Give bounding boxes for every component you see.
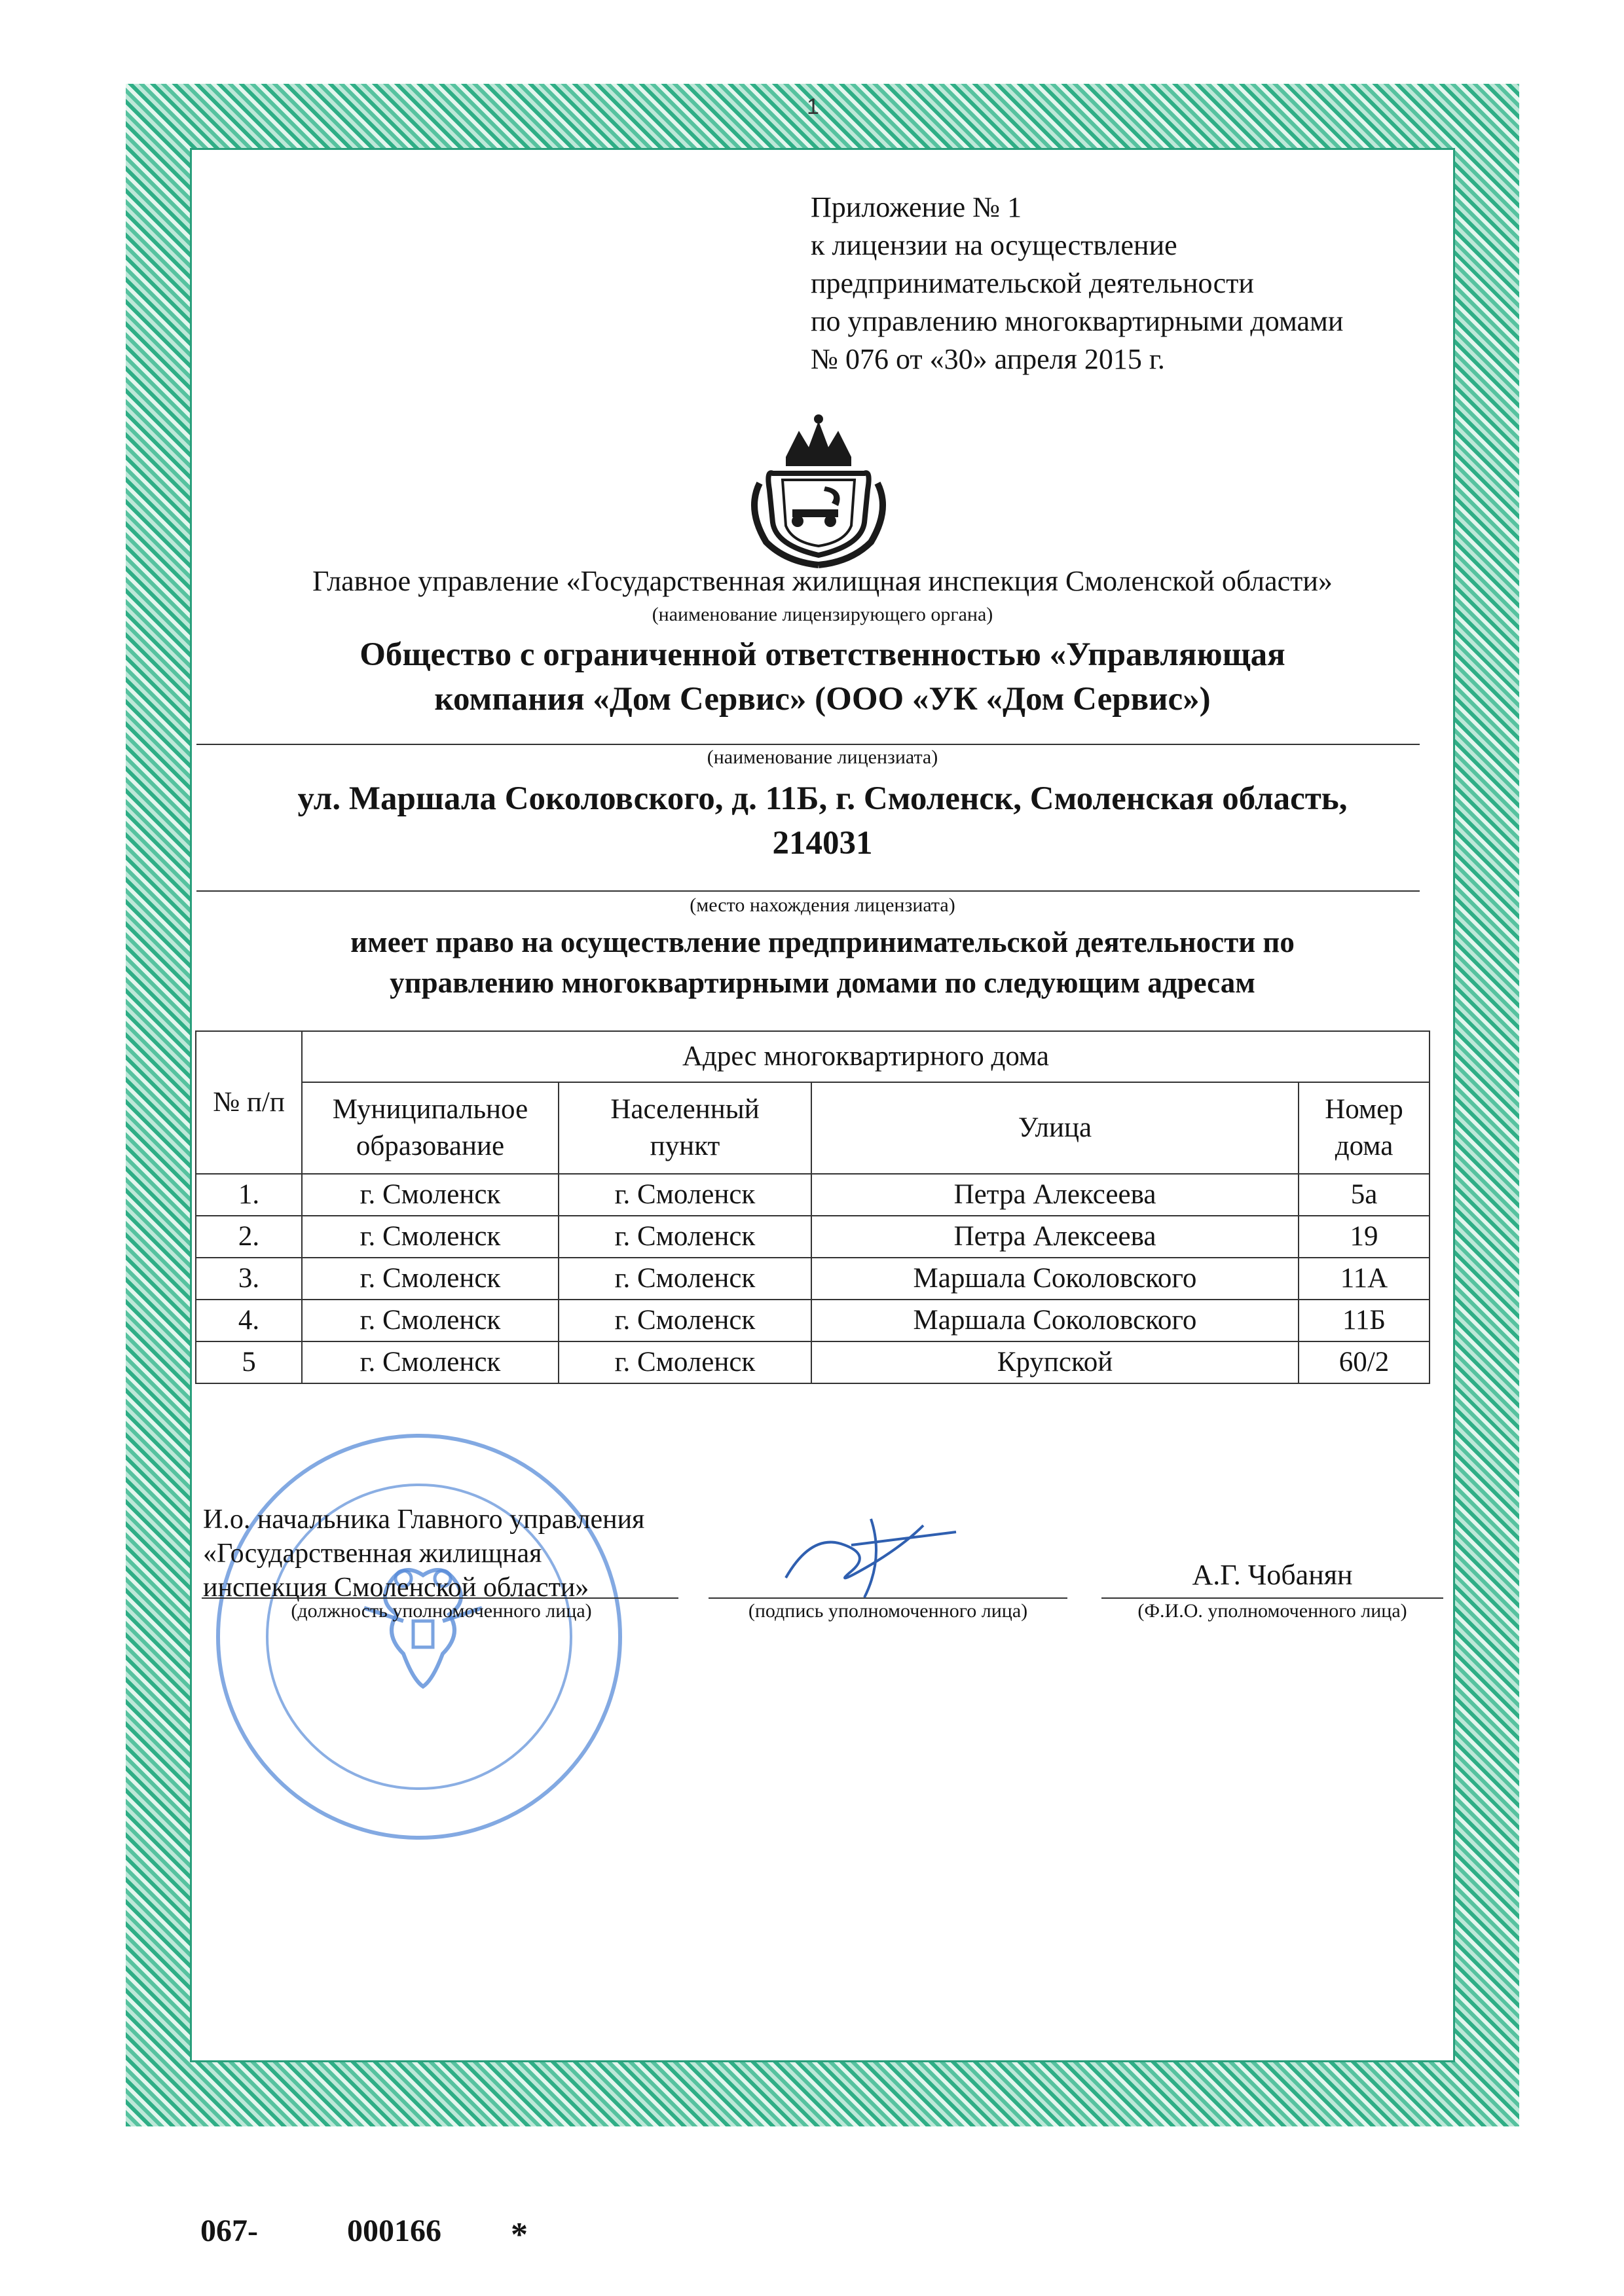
cell-house: 60/2 [1299,1341,1430,1383]
appendix-line: Приложение № 1 [811,191,1022,223]
cell-num: 1. [196,1174,302,1216]
licensee-address [190,776,1455,866]
licensing-authority-name: Главное управление «Государственная жилищная инспекция Смоленской области» [312,565,1333,597]
table-row [196,1174,1430,1216]
cell-house: 11Б [1299,1300,1430,1341]
name-underline [1101,1597,1443,1599]
address-underline [196,890,1420,892]
cell-num: 3. [196,1258,302,1300]
appendix-header [811,189,1343,378]
header-text: пункт [650,1131,720,1161]
licensee-underline [196,744,1420,745]
position-line: инспекция Смоленской области» [203,1573,589,1603]
header-street: Улица [811,1082,1299,1174]
header-locality [559,1082,811,1174]
cell-house: 11А [1299,1258,1430,1300]
cell-street: Петра Алексеева [811,1216,1299,1258]
position-underline [202,1597,678,1599]
cell-num: 2. [196,1216,302,1258]
header-municipality [302,1082,559,1174]
cell-municipality: г. Смоленск [302,1341,559,1383]
licensee-name [190,632,1455,721]
table-row [196,1300,1430,1341]
position-line: И.о. начальника Главного управления [203,1504,645,1535]
table-header-row [196,1082,1430,1174]
cell-municipality: г. Смоленск [302,1216,559,1258]
signatory-position [203,1503,644,1605]
position-caption: (должность уполномоченного лица) [291,1600,592,1622]
header-text: Населенный [610,1094,760,1125]
cell-locality: г. Смоленск [559,1341,811,1383]
blank-series: 067- [200,2214,258,2248]
header-num: № п/п [196,1031,302,1174]
header-text: Муниципальное [332,1094,528,1125]
table-row [196,1341,1430,1383]
address-line: 214031 [772,825,873,862]
cell-locality: г. Смоленск [559,1216,811,1258]
cell-municipality: г. Смоленск [302,1174,559,1216]
cell-locality: г. Смоленск [559,1258,811,1300]
blank-asterisk-mark: * [511,2216,528,2253]
appendix-line: предпринимательской деятельности [811,267,1254,299]
houses-table [195,1030,1430,1384]
cell-num: 5 [196,1341,302,1383]
header-text: Номер [1325,1094,1403,1125]
cell-house: 5а [1299,1174,1430,1216]
address-line: ул. Маршала Соколовского, д. 11Б, г. Смоленск, Смоленская область, [297,780,1348,817]
licensing-authority-caption: (наименование лицензирующего органа) [652,604,993,625]
table-row [196,1216,1430,1258]
statement-line: управлению многоквартирными домами по следующим адресам [390,966,1255,999]
cell-street: Петра Алексеева [811,1174,1299,1216]
header-address-group: Адрес многоквартирного дома [302,1031,1430,1082]
cell-municipality: г. Смоленск [302,1300,559,1341]
licensee-name-line: компания «Дом Сервис» (ООО «УК «Дом Сервис») [434,681,1211,718]
cell-locality: г. Смоленск [559,1300,811,1341]
header-house [1299,1082,1430,1174]
appendix-line: по управлению многоквартирными домами [811,305,1344,337]
appendix-line: № 076 от «30» апреля 2015 г. [811,343,1165,375]
cell-municipality: г. Смоленск [302,1258,559,1300]
blank-number: 000166 [347,2214,441,2248]
position-line: «Государственная жилищная [203,1539,542,1569]
cell-locality: г. Смоленск [559,1174,811,1216]
table-header-row [196,1031,1430,1082]
header-text: дома [1335,1131,1393,1161]
name-caption: (Ф.И.О. уполномоченного лица) [1137,1600,1407,1622]
cell-street: Маршала Соколовского [811,1258,1299,1300]
cell-house: 19 [1299,1216,1430,1258]
licensee-caption: (наименование лицензиата) [707,746,938,768]
signature-caption: (подпись уполномоченного лица) [748,1600,1028,1622]
official-seal-stamp [216,1434,622,1840]
address-caption: (место нахождения лицензиата) [690,894,955,916]
cell-street: Крупской [811,1341,1299,1383]
cell-street: Маршала Соколовского [811,1300,1299,1341]
signatory-name: А.Г. Чобанян [1192,1559,1353,1591]
page-number: 1 [807,94,819,119]
appendix-line: к лицензии на осуществление [811,229,1177,261]
handwritten-signature [773,1506,969,1604]
table-row [196,1258,1430,1300]
statement-line: имеет право на осуществление предпринимательской деятельности по [350,926,1295,958]
cell-num: 4. [196,1300,302,1341]
licensee-name-line: Общество с ограниченной ответственностью «Управляющая [360,636,1285,673]
license-right-statement [190,922,1455,1003]
header-text: образование [356,1131,505,1161]
coat-of-arms-icon [747,411,891,568]
